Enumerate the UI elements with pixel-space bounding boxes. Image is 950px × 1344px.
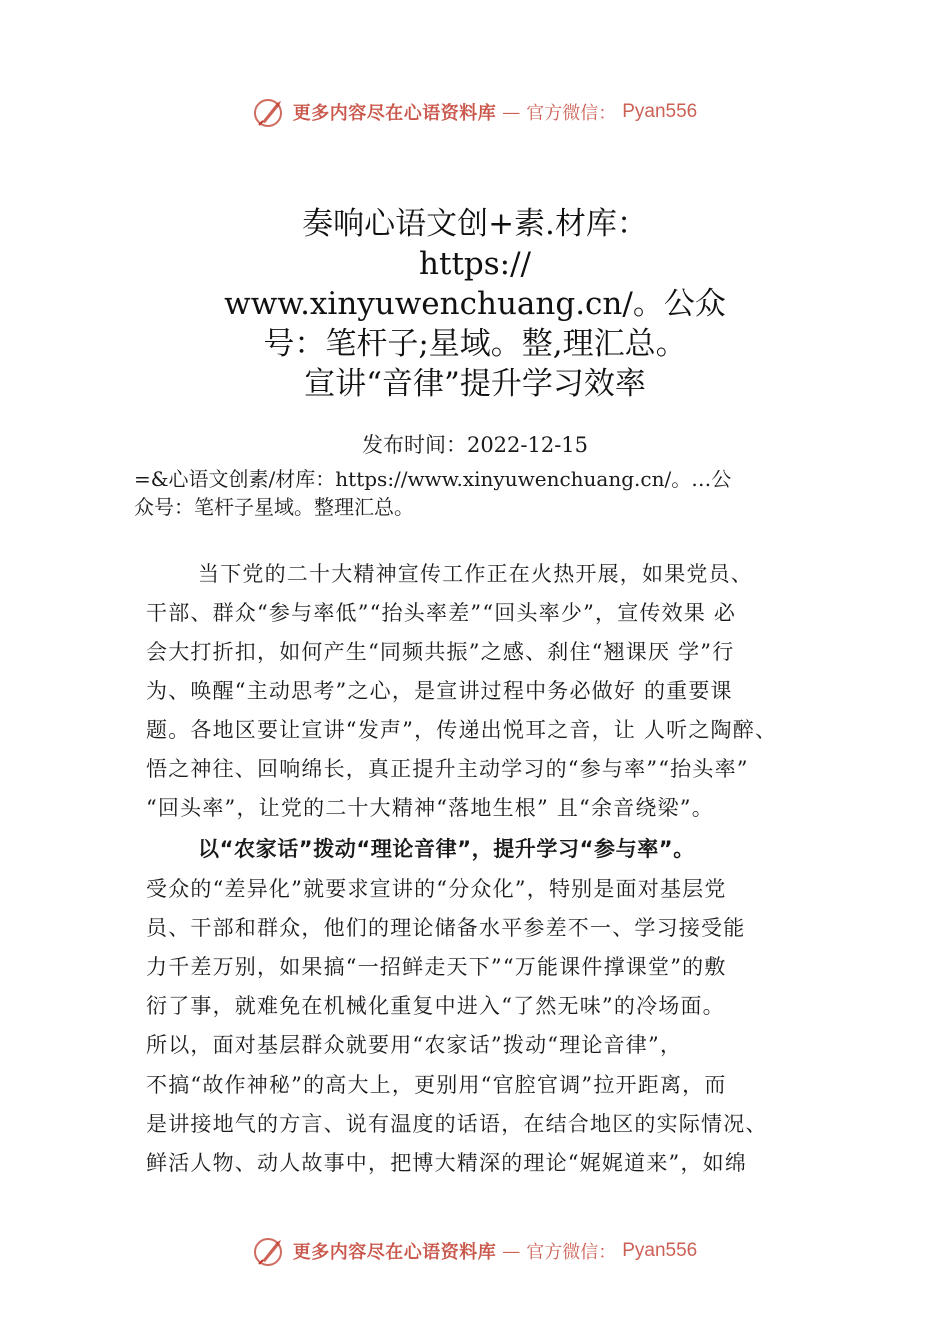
paragraph-line: 题。各地区要让宣讲“发声”，传递出悦耳之音，让 人听之陶醉、: [146, 718, 778, 742]
title-line: 奏响心语文创+素.材库：: [302, 206, 648, 242]
paragraph-line: 悟之神往、回响绵长，真正提升主动学习的“参与率”“抬头率”: [146, 757, 749, 781]
source-meta-line: 众号：笔杆子星域。整理汇总。: [134, 495, 414, 519]
paragraph-line: 鲜活人物、动人故事中，把博大精深的理论“娓娓道来”，如绵: [146, 1151, 748, 1175]
title-line: 宣讲“音律”提升学习效率: [304, 366, 646, 402]
watermark-separator: —: [502, 101, 521, 123]
paragraph-line: 为、唤醒“主动思考”之心，是宣讲过程中务必做好 的重要课: [146, 679, 733, 703]
watermark-separator: —: [502, 1240, 521, 1262]
quill-pen-logo-icon: [253, 1234, 287, 1268]
quill-pen-logo-icon: [253, 95, 287, 129]
paragraph-line: 力千差万别，如果搞“一招鲜走天下”“万能课件撑课堂”的敷: [146, 955, 727, 979]
paragraph-line: 是讲接地气的方言、说有温度的话语，在结合地区的实际情况、: [146, 1112, 768, 1136]
watermark-label: 官方微信：: [526, 1242, 617, 1263]
paragraph-line: 所以，面对基层群众就要用“农家话”拨动“理论音律”，: [146, 1033, 683, 1057]
title-line: 号：笔杆子;星域。整,理汇总。: [263, 326, 687, 362]
footer-watermark: [0, 1234, 950, 1268]
paragraph-line: 衍了事，就难免在机械化重复中进入“了然无味”的冷场面。: [146, 994, 725, 1018]
publish-date: 发布时间：2022-12-15: [361, 433, 589, 457]
watermark-wechat-id: Pyan556: [622, 1240, 698, 1261]
paragraph-line: 当下党的二十大精神宣传工作正在火热开展，如果党员、: [198, 562, 753, 586]
watermark-main-text: 更多内容尽在心语资料库: [292, 1242, 497, 1263]
watermark-label: 官方微信：: [526, 103, 617, 124]
paragraph-line: 不搞“故作神秘”的高大上，更别用“官腔官调”拉开距离，而: [146, 1073, 727, 1097]
source-meta-line: =&心语文创素/材库：https://www.xinyuwenchuang.cn/。…公: [134, 467, 732, 491]
title-line: www.xinyuwenchuang.cn/。公众: [224, 286, 726, 322]
paragraph-line: “回头率”，让党的二十大精神“落地生根” 且“余音绕梁”。: [146, 796, 714, 820]
header-watermark: [0, 95, 950, 129]
section-heading: 以“农家话”拨动“理论音律”，提升学习“参与率”。: [198, 837, 695, 861]
watermark-wechat-id: Pyan556: [622, 101, 698, 122]
paragraph-line: 干部、群众“参与率低”“抬头率差”“回头率少”，宣传效果 必: [146, 601, 737, 625]
document-title: [0, 204, 950, 404]
paragraph-line: 员、干部和群众，他们的理论储备水平参差不一、学习接受能: [146, 916, 746, 940]
title-line: https://: [419, 246, 531, 282]
paragraph-line: 受众的“差异化”就要求宣讲的“分众化”，特别是面对基层党: [146, 877, 727, 901]
watermark-main-text: 更多内容尽在心语资料库: [292, 103, 497, 124]
paragraph-line: 会大打折扣，如何产生“同频共振”之感、刹住“翘课厌 学”行: [146, 640, 735, 664]
